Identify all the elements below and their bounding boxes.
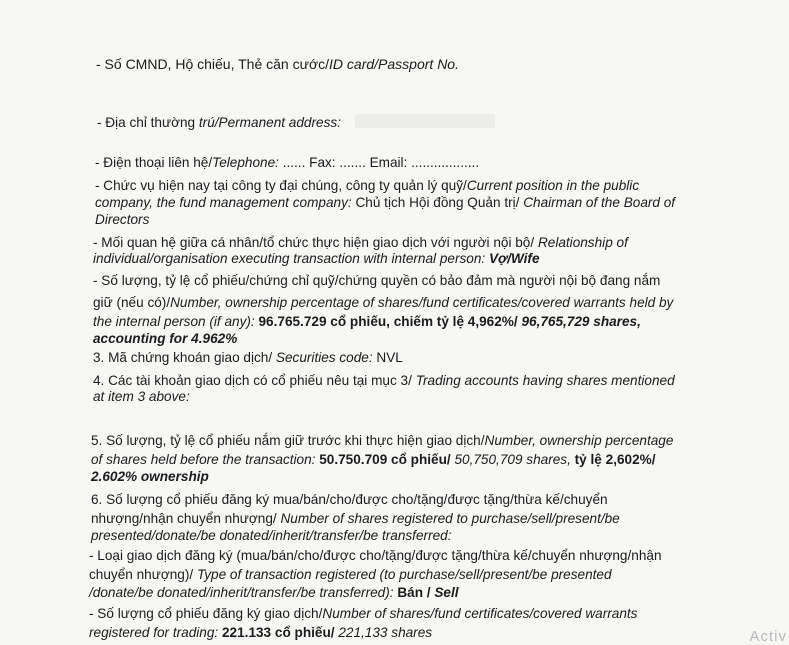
transaction-type-line-3: /donate/be donated/inherit/transfer/be transferred): Bán / Sell xyxy=(89,585,459,600)
id-line: - Số CMND, Hộ chiếu, Thẻ căn cước/ID card/Passport No. xyxy=(96,56,459,72)
item-6-line-1: 6. Số lượng cổ phiếu đăng ký mua/bán/cho/được cho/tặng/được tặng/thừa kế/chuyển xyxy=(91,492,608,507)
holding-line-4: accounting for 4.962% xyxy=(93,331,238,346)
item-5-line-1: 5. Số lượng, tỷ lệ cổ phiếu nắm giữ trước khi thực hiện giao dịch/Number, ownership percentage xyxy=(91,433,674,448)
holding-line-2: giữ (nếu có)/Number, ownership percentage of shares/fund certificates/covered warrants held by xyxy=(93,295,674,310)
item-6-line-2: nhượng/nhận chuyển nhượng/ Number of shares registered to purchase/sell/present/be xyxy=(91,511,620,526)
position-line-3: Directors xyxy=(95,212,150,227)
registered-qty-line-2: registered for trading: 221.133 cổ phiếu/ 221,133 shares xyxy=(89,625,433,640)
item-4-line-1: 4. Các tài khoản giao dịch có cổ phiếu nêu tại mục 3/ Trading accounts having shares mentioned xyxy=(93,373,675,388)
address-line: - Địa chỉ thường trú/Permanent address: xyxy=(97,115,341,130)
item-5-line-3: 2.602% ownership xyxy=(91,469,209,484)
item-5-line-2: of shares held before the transaction: 50.750.709 cổ phiếu/ 50,750,709 shares, tỷ lệ 2,602%/ xyxy=(91,452,656,467)
holding-line-3: the internal person (if any): 96.765.729 cổ phiếu, chiếm tỷ lệ 4,962%/ 96,765,729 shares, xyxy=(93,314,641,329)
activation-watermark: Activ xyxy=(749,628,787,645)
position-line-1: - Chức vụ hiện nay tại công ty đại chúng, công ty quản lý quỹ/Current position in the public xyxy=(95,178,640,193)
relationship-line-1: - Mối quan hệ giữa cá nhân/tổ chức thực hiện giao dịch với người nội bộ/ Relationship of xyxy=(93,235,628,250)
transaction-type-line-1: - Loại giao dịch đăng ký (mua/bán/cho/được cho/tặng/được tặng/thừa kế/chuyển nhượng/nhận xyxy=(89,548,662,563)
telephone-line: - Điện thoại liên hệ/Telephone: ...... Fax: ....... Email: .................. xyxy=(95,155,480,170)
item-3-line: 3. Mã chứng khoán giao dịch/ Securities code: NVL xyxy=(93,350,403,365)
holding-line-1: - Số lượng, tỷ lệ cổ phiếu/chứng chỉ quỹ/chứng quyền có bảo đảm mà người nội bộ đang nắm xyxy=(93,273,661,288)
position-line-2: company, the fund management company: Chủ tịch Hội đồng Quản trị/ Chairman of the Board of xyxy=(95,195,676,210)
item-4-line-2: at item 3 above: xyxy=(93,389,190,404)
item-6-line-3: presented/donate/be donated/inherit/transfer/be transferred: xyxy=(91,528,452,543)
relationship-line-2: individual/organisation executing transaction with internal person: Vợ/Wife xyxy=(93,251,540,266)
transaction-type-line-2: chuyển nhượng)/ Type of transaction registered (to purchase/sell/present/be presented xyxy=(89,567,612,582)
registered-qty-line-1: - Số lượng cổ phiếu đăng ký giao dịch/Number of shares/fund certificates/covered warrants xyxy=(89,606,638,621)
redacted-area xyxy=(355,114,495,128)
